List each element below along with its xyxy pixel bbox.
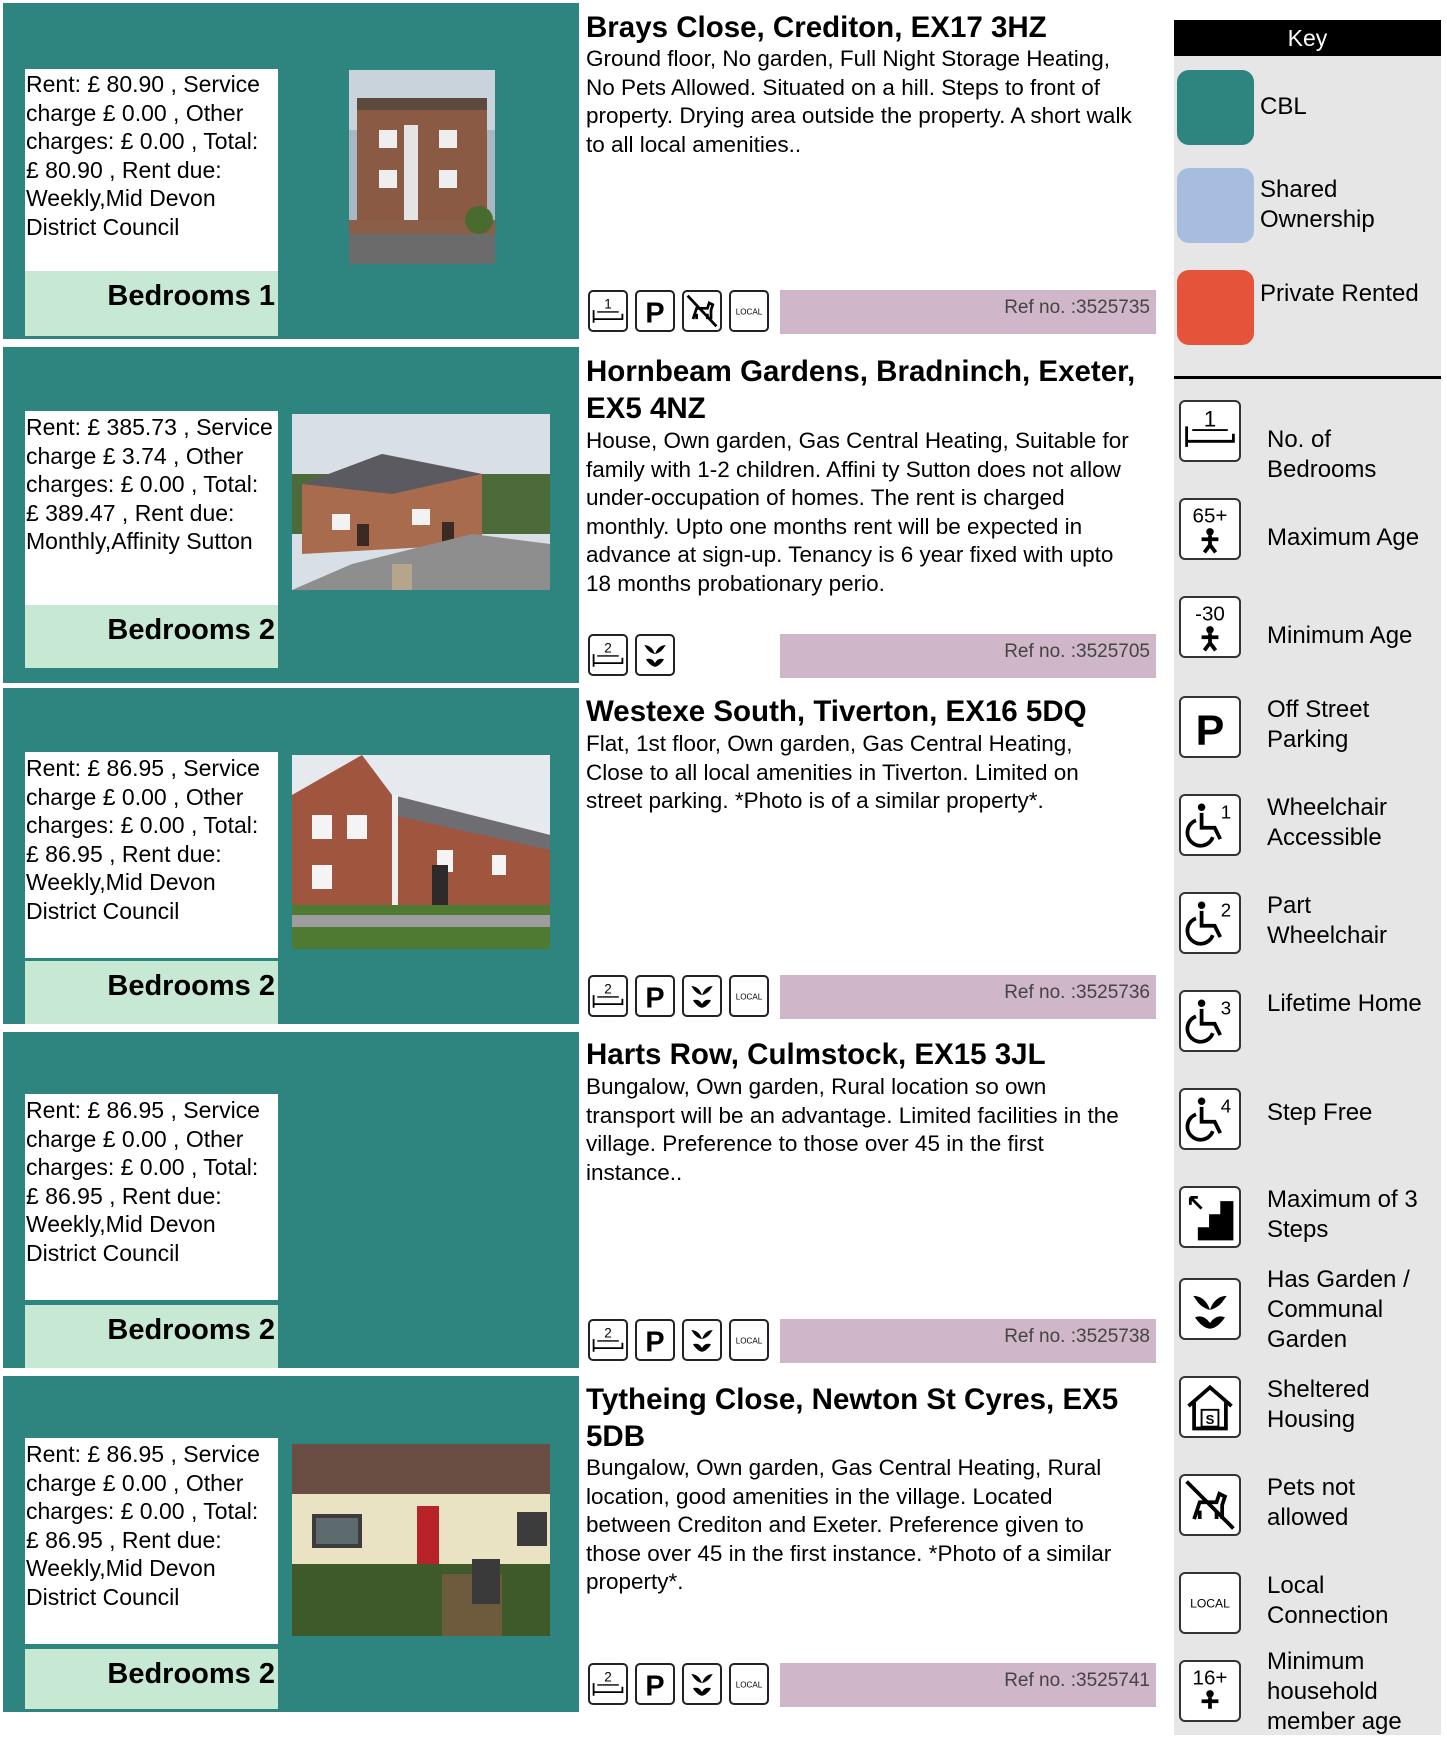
svg-text:1: 1 (1203, 406, 1217, 432)
lifetime-home-icon (1179, 990, 1241, 1052)
svg-text:2: 2 (604, 981, 612, 997)
bedrooms-count: Bedrooms 1 (25, 271, 278, 336)
property-description: Bungalow, Own garden, Gas Central Heating, Rural location, good amenities in the village. Located between Crediton and Exeter. Preference given to those over 45 in the first instance. *Photo of a similar property*. (586, 1455, 1112, 1595)
listing-card (3, 1032, 1155, 1368)
local-connection-icon (1179, 1572, 1241, 1634)
svg-text:16+: 16+ (1192, 1666, 1228, 1690)
reference-number: Ref no. :3525735 (780, 290, 1156, 334)
maximum-age-icon (1179, 498, 1241, 560)
private-rented-swatch (1177, 270, 1254, 345)
rent-details: Rent: £ 86.95 , Service charge £ 0.00 , Other charges: £ 0.00 , Total: £ 86.95 , Rent due: Weekly,Mid Devon District Council (25, 1438, 278, 1644)
svg-text:1: 1 (1220, 801, 1232, 823)
svg-text:S: S (1205, 1411, 1215, 1427)
no-pets-icon (682, 290, 722, 332)
parking-icon (1179, 696, 1241, 758)
key-divider (1174, 376, 1441, 379)
max-steps-legend-label: Maximum of 3 Steps (1267, 1186, 1418, 1243)
property-title[interactable]: Harts Row, Culmstock, EX15 3JL (586, 1038, 1046, 1071)
svg-text:P: P (645, 1670, 665, 1703)
reference-number: Ref no. :3525738 (780, 1319, 1156, 1363)
svg-text:2: 2 (604, 1669, 612, 1685)
key-panel (1174, 20, 1441, 1735)
property-description: Flat, 1st floor, Own garden, Gas Central Heating, Close to all local amenities in Tiverton. Limited on street parking. *Photo is of a similar property*. (586, 731, 1079, 814)
svg-text:LOCAL: LOCAL (1190, 1596, 1230, 1611)
listing-card (3, 688, 1155, 1024)
svg-text:-30: -30 (1195, 602, 1225, 626)
bedrooms-count: Bedrooms 2 (25, 961, 278, 1024)
garden-icon (682, 975, 722, 1017)
parking-icon (635, 290, 675, 332)
lifetime-home-legend-label: Lifetime Home (1267, 990, 1422, 1017)
minimum-household-age-icon (1179, 1660, 1241, 1722)
part-wheelchair-legend-label: Part Wheelchair (1267, 892, 1388, 949)
property-description: Ground floor, No garden, Full Night Storage Heating, No Pets Allowed. Situated on a hill. Steps to front of property. Drying area outside the property. A short walk to all local amenities.. (586, 46, 1132, 157)
key-title: Key (1174, 20, 1441, 56)
parking-icon (635, 1319, 675, 1361)
garden-icon (1179, 1278, 1241, 1340)
svg-text:2: 2 (604, 1325, 612, 1341)
bedrooms-icon (588, 634, 628, 676)
svg-text:LOCAL: LOCAL (735, 1336, 763, 1346)
property-photo[interactable] (349, 70, 495, 264)
listing-info-panel (3, 1376, 579, 1712)
listing-info-panel (3, 347, 579, 683)
garden-icon (682, 1663, 722, 1705)
reference-number: Ref no. :3525741 (780, 1663, 1156, 1707)
property-photo[interactable] (292, 755, 550, 949)
svg-text:2: 2 (604, 640, 612, 656)
reference-number: Ref no. :3525736 (780, 975, 1156, 1019)
bedrooms-icon (1179, 400, 1241, 462)
local-connection-icon (729, 975, 769, 1017)
garden-icon (635, 634, 675, 676)
parking-icon (635, 975, 675, 1017)
bedrooms-legend-label: No. of Bedrooms (1267, 426, 1377, 483)
bedrooms-icon (588, 975, 628, 1017)
step-free-legend-label: Step Free (1267, 1099, 1373, 1126)
property-title[interactable]: Brays Close, Crediton, EX17 3HZ (586, 11, 1047, 44)
minimum-age-icon (1179, 596, 1241, 658)
minimum-age-legend-label: Minimum Age (1267, 622, 1413, 649)
bedrooms-count: Bedrooms 2 (25, 1305, 278, 1368)
bedrooms-count: Bedrooms 2 (25, 605, 278, 668)
local-connection-icon (729, 1319, 769, 1361)
step-free-icon (1179, 1088, 1241, 1150)
bedrooms-icon (588, 1319, 628, 1361)
listing-card (3, 1376, 1155, 1712)
svg-text:LOCAL: LOCAL (735, 307, 763, 317)
shared-ownership-swatch (1177, 168, 1254, 243)
property-title[interactable]: Hornbeam Gardens, Bradninch, Exeter, EX5 4NZ (586, 355, 1136, 425)
property-photo[interactable] (292, 414, 550, 590)
listing-card (3, 3, 1155, 339)
bedrooms-count: Bedrooms 2 (25, 1649, 278, 1709)
svg-text:4: 4 (1220, 1095, 1232, 1117)
svg-text:P: P (645, 297, 665, 330)
wheelchair-accessible-legend-label: Wheelchair Accessible (1267, 794, 1388, 851)
listing-info-panel (3, 688, 579, 1024)
bedrooms-icon (588, 1663, 628, 1705)
parking-icon (635, 1663, 675, 1705)
parking-legend-label: Off Street Parking (1267, 696, 1370, 753)
svg-text:P: P (645, 1326, 665, 1359)
local-connection-icon (729, 290, 769, 332)
svg-text:65+: 65+ (1192, 504, 1228, 528)
property-title[interactable]: Tytheing Close, Newton St Cyres, EX5 5DB (586, 1383, 1119, 1453)
sheltered-housing-icon (1179, 1376, 1241, 1438)
svg-text:P: P (1195, 706, 1225, 755)
listing-card (3, 347, 1155, 683)
svg-text:P: P (645, 982, 665, 1015)
svg-text:LOCAL: LOCAL (735, 1680, 763, 1690)
rent-details: Rent: £ 86.95 , Service charge £ 0.00 , Other charges: £ 0.00 , Total: £ 86.95 , Rent due: Weekly,Mid Devon District Council (25, 1094, 278, 1300)
wheelchair-accessible-icon (1179, 794, 1241, 856)
listing-info-panel (3, 1032, 579, 1368)
bedrooms-icon (588, 290, 628, 332)
cbl-label: CBL (1260, 93, 1307, 120)
rent-details: Rent: £ 385.73 , Service charge £ 3.74 , Other charges: £ 0.00 , Total: £ 389.47 , Rent due: Monthly,Affinity Sutton (25, 411, 278, 615)
rent-details: Rent: £ 86.95 , Service charge £ 0.00 , Other charges: £ 0.00 , Total: £ 86.95 , Rent due: Weekly,Mid Devon District Council (25, 752, 278, 958)
garden-legend-label: Has Garden / Communal Garden (1267, 1266, 1410, 1353)
local-connection-icon (729, 1663, 769, 1705)
svg-text:2: 2 (1220, 899, 1232, 921)
property-description: House, Own garden, Gas Central Heating, Suitable for family with 1-2 children. Affini ty Sutton does not allow under-occupation of homes. The rent is charged monthly. Upto one months rent will be expected in advance at sign-up. Tenancy is 6 year fixed with upto 18 months probationary perio. (586, 428, 1129, 596)
shared-ownership-label: Shared Ownership (1260, 176, 1375, 233)
max-steps-icon (1179, 1186, 1241, 1248)
rent-details: Rent: £ 80.90 , Service charge £ 0.00 , Other charges: £ 0.00 , Total: £ 80.90 , Rent due: Weekly,Mid Devon District Council (25, 69, 278, 273)
cbl-swatch (1177, 70, 1254, 145)
property-photo[interactable] (292, 1444, 550, 1636)
svg-text:LOCAL: LOCAL (735, 992, 763, 1002)
no-pets-icon (1179, 1474, 1241, 1536)
maximum-age-legend-label: Maximum Age (1267, 524, 1420, 551)
listing-info-panel (3, 3, 579, 339)
local-connection-legend-label: Local Connection (1267, 1572, 1389, 1629)
reference-number: Ref no. :3525705 (780, 634, 1156, 678)
private-rented-label: Private Rented (1260, 280, 1419, 307)
garden-icon (682, 1319, 722, 1361)
minimum-household-age-legend-label: Minimum household member age (1267, 1648, 1402, 1735)
part-wheelchair-icon (1179, 892, 1241, 954)
property-title[interactable]: Westexe South, Tiverton, EX16 5DQ (586, 695, 1087, 728)
svg-text:3: 3 (1220, 997, 1232, 1019)
no-pets-legend-label: Pets not allowed (1267, 1474, 1356, 1531)
svg-text:1: 1 (604, 296, 612, 312)
sheltered-housing-legend-label: Sheltered Housing (1267, 1376, 1370, 1433)
property-description: Bungalow, Own garden, Rural location so own transport will be an advantage. Limited facilities in the village. Preference to those over 45 in the first instance.. (586, 1074, 1119, 1185)
